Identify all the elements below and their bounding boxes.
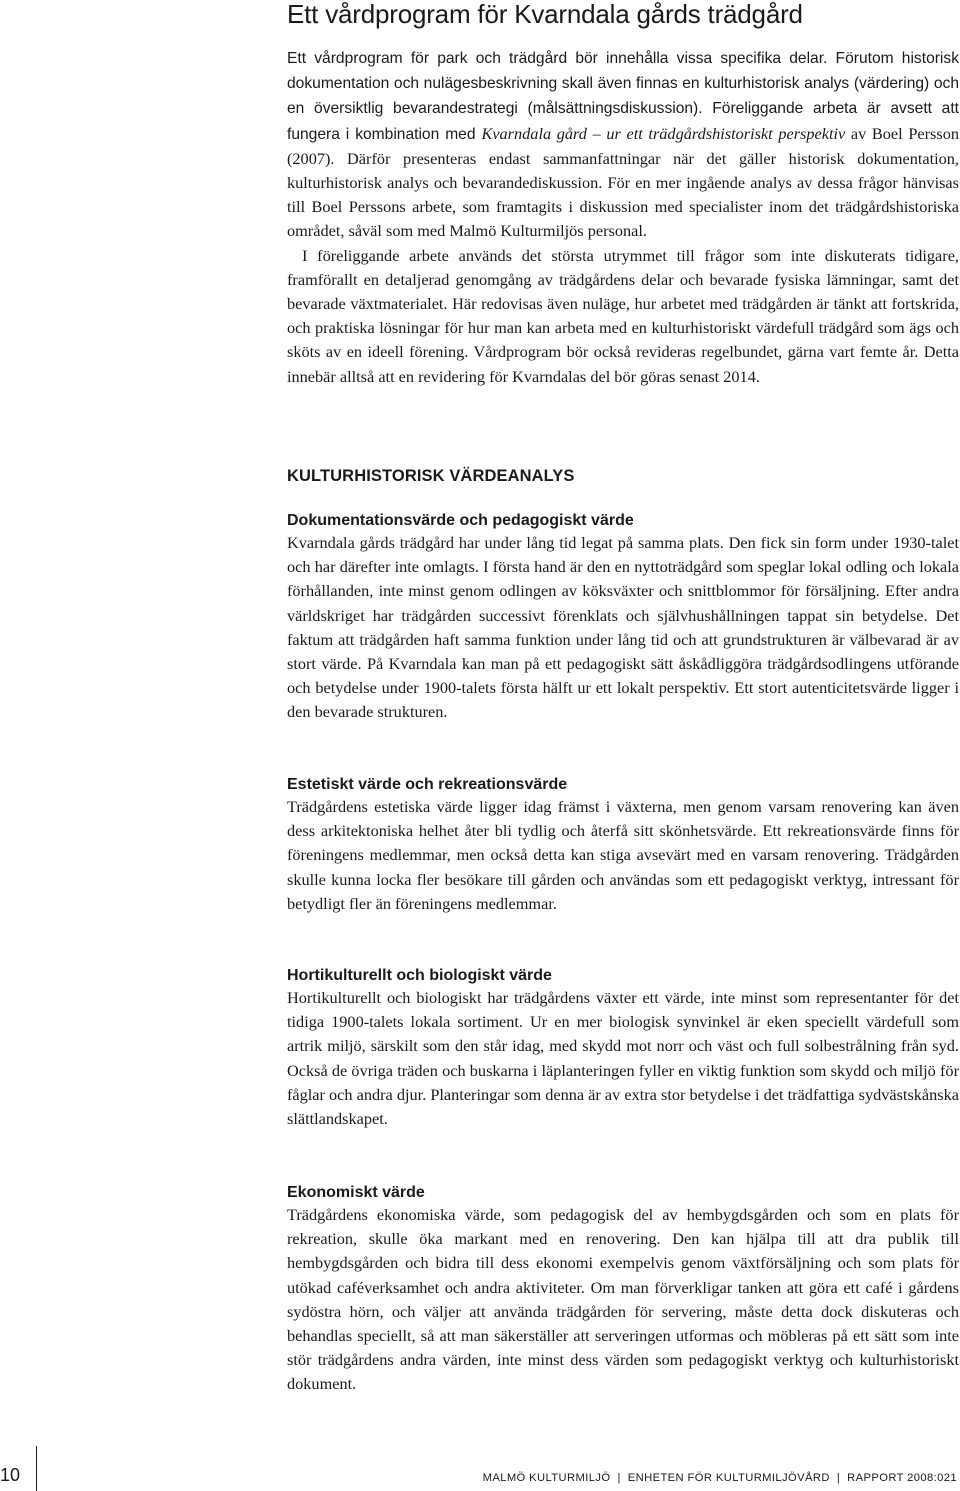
paragraph-aesthetic-value: Trädgårdens estetiska värde ligger idag främst i växterna, men genom varsam renovering kan även dess arkitektoniska helhet åter bli tydlig och återfå sitt skönhetsvärde. Ett rekreationsvärde finns för föreningens medlemmar, men också detta kan stiga avsevärt med en varsam renovering. Trädgården skulle kunna locka fler besökare till gården och användas som ett pedagogiskt verktyg, intressant för betydligt fler än föreningens medlemmar.: [287, 797, 959, 913]
intro-p1-start: Ett vårdprogram för park och trädgård bör innehålla vissa specifika delar. Förutom historisk dokumentation och nulägesbeskrivning skall även finnas en kulturhistorisk analys (värdering) och en översiktlig bevarandestrategi (målsättningsdiskussion). Föreliggande arbeta är avsett att fungera i kombination med: [287, 50, 959, 143]
subheading-aesthetic-value: Estetiskt värde och rekreationsvärde: [287, 776, 568, 793]
section-heading: KULTURHISTORISK VÄRDEANALYS: [287, 467, 575, 485]
section-economic-value: [287, 1183, 959, 1397]
paragraph-economic-value: Trädgårdens ekonomiska värde, som pedagogisk del av hembygdsgården och som en plats för rekreation, skulle öka markant med en renovering. Den kan hjälpa till att dra publik till hembygdsgården och bidra till dess ekonomi exempelvis genom växtförsäljning och som plats för utökad caféverksamhet och andra aktiviteter. Om man förverkligar tanken att göra ett café i gårdens sydöstra hörn, och väljer att använda trädgården för servering, måste detta dock diskuteras och behandlas speciellt, så att man säkerställer att serveringen utformas och möbleras på ett sätt som inte stör trädgårdens andra värden, inte minst dess värden som pedagogiskt verktyg och kulturhistoriskt dokument.: [287, 1205, 959, 1394]
value-analysis-section: [287, 466, 959, 486]
intro-block: [287, 46, 959, 389]
subheading-horticultural-value: Hortikulturellt och biologiskt värde: [287, 967, 552, 984]
section-horticultural-value: [287, 966, 959, 1131]
footer-divider: [36, 1446, 37, 1491]
paragraph-horticultural-value: Hortikulturellt och biologiskt har trädgårdens växter ett värde, inte minst som representanter för det tidiga 1900-talets lokala sortiment. Ur en mer biologisk synvinkel är eken speciellt värdefull som artrik miljö, särskilt som den står idag, med skydd mot norr och väst och full solbestrålning från syd. Också de övriga träden och buskarna i läplanteringen fyller en viktig funktion som skydd och miljö för fåglar och andra djur. Planteringar som denna är av extra stor betydelse i det trädfattiga sydvästskånska slättlandskapet.: [287, 988, 959, 1129]
subheading-economic-value: Ekonomiskt värde: [287, 1184, 425, 1201]
section-aesthetic-value: [287, 775, 959, 916]
subheading-documentation-value: Dokumentationsvärde och pedagogiskt värde: [287, 512, 634, 529]
intro-paragraph-2: I föreliggande arbete används det största utrymmet till frågor som inte diskuterats tidigare, framförallt en detaljerad genomgång av trädgårdens delar och bevarade fysiska lämningar, samt det bevarade växtmaterialet. Här redovisas även nuläge, hur arbetet med trädgården är tänkt att fortskrida, och praktiska lösningar för hur man kan arbeta med en kulturhistoriskt värdefull trädgård som ägs och sköts av en ideell förening. Vårdprogram bör också revideras regelbundet, gärna vart femte år. Detta innebär alltså att en revidering för Kvarndalas del bör göras senast 2014.: [287, 245, 959, 386]
intro-paragraph-1: [287, 46, 959, 244]
intro-p1-end: av Boel Persson (2007). Därför presenteras endast sammanfattningar när det gäller historisk dokumentation, kulturhistorisk analys och bevarandediskussion. För en mer ingående analys av dessa frågor hänvisas till Boel Perssons arbete, som framtagits i diskussion med specialister inom det trädgårdshistoriska området, såväl som med Malmö Kulturmiljös personal.: [287, 123, 959, 241]
paragraph-documentation-value: Kvarndala gårds trädgård har under lång tid legat på samma plats. Den fick sin form under 1930-talet och har därefter inte omlagts. I första hand är den en nyttoträdgård som speglar lokal odling och lokala förhållanden, inte minst genom odlingen av köksväxter och snittblommor för försäljning. Efter andra världskriget har trädgården successivt förenklats och självhushållningen tappat sin betydelse. Det faktum att trädgården haft samma funktion under lång tid och att grundstrukturen är välbevarad är av stort värde. På Kvarndala kan man på ett pedagogiskt sätt åskådliggöra trädgårdsodlingens utförande och betydelse under 1900-talets första hälft ur ett lokalt perspektiv. Ett stort autenticitetsvärde ligger i den bevarade strukturen.: [287, 533, 959, 722]
intro-p1-italic-title: Kvarndala gård – ur ett trädgårdshistoriskt perspektiv: [481, 123, 846, 143]
page-title: Ett vårdprogram för Kvarndala gårds trädgård: [287, 0, 803, 29]
footer-publication-info: MALMÖ KULTURMILJÖ | ENHETEN FÖR KULTURMILJÖVÅRD | RAPPORT 2008:021: [482, 1472, 957, 1484]
page-number: 10: [0, 1465, 21, 1485]
section-documentation-value: [287, 511, 959, 725]
